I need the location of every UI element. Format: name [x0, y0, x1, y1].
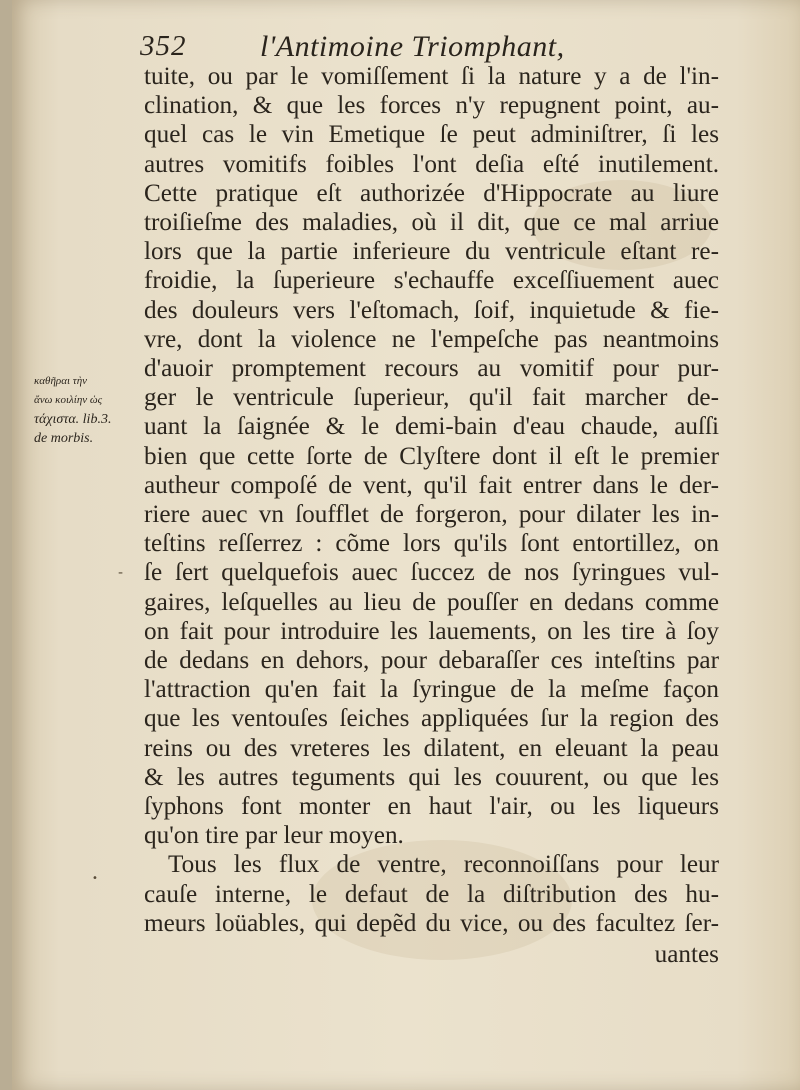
running-title: l'Antimoine Triomphant, [260, 30, 565, 63]
text-line: troiſieſme des maladies, où il dit, que ce mal arriue [144, 209, 719, 237]
margin-mark-icon: - [118, 565, 124, 581]
text-line: ger le ventricule ſuperieur, qu'il fait marcher de- [144, 384, 719, 412]
ink-dot-icon: • [92, 873, 98, 884]
text-line: reins ou des vreteres les dilatent, en eleuant la peau [144, 734, 719, 762]
text-line: ſe ſert quelquefois auec ſuccez de nos ſyringues vul- [144, 559, 719, 587]
text-line: & les autres teguments qui les couurent, ou que les [144, 763, 719, 791]
text-line: meurs loüables, qui depẽd du vice, ou des facultez ſer- [144, 909, 719, 937]
body-text [144, 62, 719, 969]
text-line: gaires, leſquelles au lieu de pouſſer en dedans comme [144, 588, 719, 616]
text-line: cauſe interne, le defaut de la diſtribution des hu- [144, 880, 719, 908]
text-line: de dedans en dehors, pour debaraſſer ces inteſtins par [144, 647, 719, 675]
margin-note-line: καθῆραι τὴν [34, 375, 88, 387]
text-line: lors que la partie inferieure du ventricule eſtant re- [144, 238, 719, 266]
margin-note-line: de morbis. [34, 431, 94, 446]
text-line: que les ventouſes ſeiches appliquées ſur la region des [144, 705, 719, 733]
text-line: tuite, ou par le vomiſſement ſi la nature y a de l'in- [144, 63, 719, 90]
text-line: riere auec vn ſoufflet de forgeron, pour dilater les in- [144, 501, 719, 529]
page-number: 352 [140, 30, 187, 62]
text-line: uant la ſaignée & le demi-bain d'eau chaude, auſſi [144, 413, 719, 441]
text-line: autheur compoſé de vent, qu'il fait entrer dans le der- [144, 471, 719, 499]
text-line: des douleurs vers l'eſtomach, ſoif, inquietude & fie- [144, 296, 719, 324]
margin-note-line: ἄνω κοιλίην ὡς [34, 394, 103, 406]
text-line: qu'on tire par leur moyen. [144, 822, 404, 850]
text-line: l'attraction qu'en fait la ſyringue de la meſme façon [144, 676, 719, 704]
margin-note [34, 372, 146, 448]
text-line: d'auoir promptement recours au vomitif pour pur- [144, 355, 719, 383]
text-line: clination, & que les forces n'y repugnent point, au- [144, 92, 719, 120]
text-line: bien que cette ſorte de Clyſtere dont il eſt le premier [144, 442, 719, 470]
text-line: vre, dont la violence ne l'empeſche pas neantmoins [144, 325, 719, 353]
text-line: ſyphons font monter en haut l'air, ou les liqueurs [144, 793, 719, 821]
margin-note-line: τάχιστα. lib.3. [34, 412, 112, 427]
text-line: autres vomitifs foibles l'ont deſia eſté inutilement. [144, 150, 719, 178]
text-line: teſtins reſſerrez : cõme lors qu'ils ſont entortillez, on [144, 530, 719, 558]
text-line: on fait pour introduire les lauements, on les tire à ſoy [144, 617, 719, 645]
text-line: froidie, la ſuperieure s'echauffe exceſſiuement auec [144, 267, 719, 295]
text-line: Cette pratique eſt authorizée d'Hippocrate au liure [144, 179, 719, 207]
text-line: quel cas le vin Emetique ſe peut adminiſtrer, ſi les [144, 121, 719, 149]
catchword: uantes [654, 941, 719, 969]
paragraph-start-line: Tous les flux de ventre, reconnoiſſans pour leur [168, 851, 719, 879]
